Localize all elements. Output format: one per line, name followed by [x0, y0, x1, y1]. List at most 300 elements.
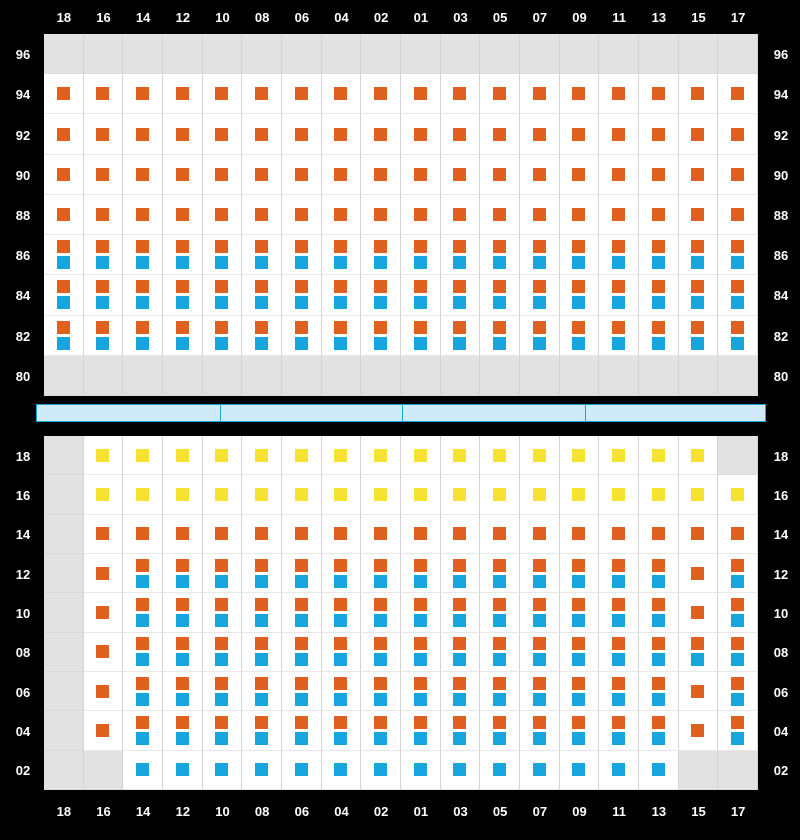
grid-cell[interactable] — [480, 475, 520, 514]
blue-marker[interactable] — [572, 763, 585, 776]
orange-marker[interactable] — [215, 527, 228, 540]
orange-marker[interactable] — [691, 128, 704, 141]
orange-marker[interactable] — [572, 128, 585, 141]
grid-cell[interactable] — [401, 554, 441, 593]
grid-cell[interactable] — [480, 711, 520, 750]
grid-cell[interactable] — [361, 235, 401, 275]
yellow-marker[interactable] — [731, 488, 744, 501]
grid-cell[interactable] — [480, 114, 520, 154]
orange-marker[interactable] — [255, 716, 268, 729]
grid-cell[interactable] — [163, 751, 203, 790]
grid-cell[interactable] — [679, 436, 719, 475]
blue-marker[interactable] — [57, 256, 70, 269]
grid-cell[interactable] — [599, 515, 639, 554]
grid-cell[interactable] — [401, 475, 441, 514]
orange-marker[interactable] — [691, 168, 704, 181]
yellow-marker[interactable] — [255, 449, 268, 462]
grid-cell[interactable] — [84, 155, 124, 195]
grid-cell[interactable] — [639, 554, 679, 593]
blue-marker[interactable] — [374, 763, 387, 776]
orange-marker[interactable] — [691, 606, 704, 619]
grid-cell[interactable] — [639, 633, 679, 672]
blue-marker[interactable] — [374, 256, 387, 269]
grid-cell[interactable] — [322, 316, 362, 356]
yellow-marker[interactable] — [295, 488, 308, 501]
grid-cell[interactable] — [718, 672, 758, 711]
orange-marker[interactable] — [136, 87, 149, 100]
grid-cell[interactable] — [480, 515, 520, 554]
blue-marker[interactable] — [652, 653, 665, 666]
blue-marker[interactable] — [96, 337, 109, 350]
orange-marker[interactable] — [652, 716, 665, 729]
grid-cell[interactable] — [599, 475, 639, 514]
grid-cell[interactable] — [203, 356, 243, 396]
grid-cell[interactable] — [679, 235, 719, 275]
orange-marker[interactable] — [374, 637, 387, 650]
orange-marker[interactable] — [533, 527, 546, 540]
grid-cell[interactable] — [163, 235, 203, 275]
blue-marker[interactable] — [414, 337, 427, 350]
orange-marker[interactable] — [533, 208, 546, 221]
grid-cell[interactable] — [282, 711, 322, 750]
blue-marker[interactable] — [493, 296, 506, 309]
grid-cell[interactable] — [639, 751, 679, 790]
grid-cell[interactable] — [322, 593, 362, 632]
orange-marker[interactable] — [96, 280, 109, 293]
blue-marker[interactable] — [612, 337, 625, 350]
grid-cell[interactable] — [679, 356, 719, 396]
grid-cell[interactable] — [679, 155, 719, 195]
orange-marker[interactable] — [136, 168, 149, 181]
blue-marker[interactable] — [414, 256, 427, 269]
grid-cell[interactable] — [679, 114, 719, 154]
grid-cell[interactable] — [401, 593, 441, 632]
orange-marker[interactable] — [334, 598, 347, 611]
grid-cell[interactable] — [163, 515, 203, 554]
blue-marker[interactable] — [215, 653, 228, 666]
orange-marker[interactable] — [493, 527, 506, 540]
blue-marker[interactable] — [453, 653, 466, 666]
grid-cell[interactable] — [520, 275, 560, 315]
grid-cell[interactable] — [163, 633, 203, 672]
grid-cell[interactable] — [560, 74, 600, 114]
orange-marker[interactable] — [96, 240, 109, 253]
orange-marker[interactable] — [572, 240, 585, 253]
orange-marker[interactable] — [572, 280, 585, 293]
grid-cell[interactable] — [322, 751, 362, 790]
grid-cell[interactable] — [599, 34, 639, 74]
grid-cell[interactable] — [401, 711, 441, 750]
orange-marker[interactable] — [215, 598, 228, 611]
orange-marker[interactable] — [453, 716, 466, 729]
grid-cell[interactable] — [361, 114, 401, 154]
yellow-marker[interactable] — [453, 449, 466, 462]
grid-cell[interactable] — [599, 114, 639, 154]
grid-cell[interactable] — [322, 475, 362, 514]
orange-marker[interactable] — [57, 168, 70, 181]
orange-marker[interactable] — [176, 87, 189, 100]
grid-cell[interactable] — [361, 155, 401, 195]
blue-marker[interactable] — [691, 296, 704, 309]
grid-cell[interactable] — [679, 515, 719, 554]
grid-cell[interactable] — [520, 633, 560, 672]
orange-marker[interactable] — [731, 208, 744, 221]
grid-cell[interactable] — [560, 356, 600, 396]
blue-marker[interactable] — [334, 732, 347, 745]
orange-marker[interactable] — [453, 208, 466, 221]
orange-marker[interactable] — [57, 321, 70, 334]
grid-cell[interactable] — [44, 515, 84, 554]
blue-marker[interactable] — [691, 337, 704, 350]
grid-cell[interactable] — [203, 475, 243, 514]
grid-cell[interactable] — [401, 316, 441, 356]
yellow-marker[interactable] — [691, 449, 704, 462]
grid-cell[interactable] — [322, 436, 362, 475]
grid-cell[interactable] — [718, 34, 758, 74]
grid-cell[interactable] — [282, 593, 322, 632]
grid-cell[interactable] — [242, 593, 282, 632]
orange-marker[interactable] — [334, 87, 347, 100]
orange-marker[interactable] — [295, 321, 308, 334]
orange-marker[interactable] — [691, 321, 704, 334]
grid-cell[interactable] — [203, 554, 243, 593]
grid-cell[interactable] — [441, 275, 481, 315]
grid-cell[interactable] — [560, 554, 600, 593]
orange-marker[interactable] — [612, 598, 625, 611]
blue-marker[interactable] — [136, 614, 149, 627]
orange-marker[interactable] — [334, 168, 347, 181]
blue-marker[interactable] — [493, 614, 506, 627]
orange-marker[interactable] — [652, 598, 665, 611]
blue-marker[interactable] — [215, 296, 228, 309]
grid-cell[interactable] — [282, 316, 322, 356]
grid-cell[interactable] — [639, 114, 679, 154]
blue-marker[interactable] — [334, 763, 347, 776]
grid-cell[interactable] — [84, 711, 124, 750]
grid-cell[interactable] — [242, 155, 282, 195]
blue-marker[interactable] — [295, 732, 308, 745]
grid-cell[interactable] — [679, 316, 719, 356]
blue-marker[interactable] — [731, 256, 744, 269]
blue-marker[interactable] — [572, 732, 585, 745]
orange-marker[interactable] — [572, 87, 585, 100]
grid-cell[interactable] — [84, 195, 124, 235]
grid-cell[interactable] — [639, 316, 679, 356]
blue-marker[interactable] — [295, 693, 308, 706]
grid-cell[interactable] — [282, 195, 322, 235]
grid-cell[interactable] — [401, 672, 441, 711]
blue-marker[interactable] — [572, 256, 585, 269]
grid-cell[interactable] — [123, 633, 163, 672]
blue-marker[interactable] — [334, 614, 347, 627]
orange-marker[interactable] — [374, 87, 387, 100]
grid-cell[interactable] — [322, 275, 362, 315]
grid-cell[interactable] — [322, 711, 362, 750]
blue-marker[interactable] — [255, 732, 268, 745]
yellow-marker[interactable] — [414, 449, 427, 462]
orange-marker[interactable] — [414, 716, 427, 729]
orange-marker[interactable] — [215, 677, 228, 690]
orange-marker[interactable] — [136, 240, 149, 253]
blue-marker[interactable] — [374, 296, 387, 309]
grid-cell[interactable] — [282, 34, 322, 74]
grid-cell[interactable] — [599, 751, 639, 790]
grid-cell[interactable] — [322, 74, 362, 114]
orange-marker[interactable] — [374, 716, 387, 729]
blue-marker[interactable] — [176, 256, 189, 269]
blue-marker[interactable] — [255, 653, 268, 666]
grid-cell[interactable] — [203, 235, 243, 275]
orange-marker[interactable] — [533, 280, 546, 293]
grid-cell[interactable] — [84, 475, 124, 514]
blue-marker[interactable] — [295, 653, 308, 666]
orange-marker[interactable] — [255, 559, 268, 572]
orange-marker[interactable] — [96, 645, 109, 658]
orange-marker[interactable] — [176, 240, 189, 253]
grid-cell[interactable] — [282, 114, 322, 154]
blue-marker[interactable] — [176, 337, 189, 350]
grid-cell[interactable] — [84, 515, 124, 554]
orange-marker[interactable] — [374, 168, 387, 181]
grid-cell[interactable] — [123, 751, 163, 790]
blue-marker[interactable] — [215, 575, 228, 588]
grid-cell[interactable] — [718, 275, 758, 315]
grid-cell[interactable] — [560, 751, 600, 790]
grid-cell[interactable] — [203, 711, 243, 750]
orange-marker[interactable] — [612, 527, 625, 540]
grid-cell[interactable] — [84, 74, 124, 114]
yellow-marker[interactable] — [136, 488, 149, 501]
grid-cell[interactable] — [599, 74, 639, 114]
blue-marker[interactable] — [453, 575, 466, 588]
grid-cell[interactable] — [282, 515, 322, 554]
blue-marker[interactable] — [414, 653, 427, 666]
orange-marker[interactable] — [453, 321, 466, 334]
blue-marker[interactable] — [493, 575, 506, 588]
grid-cell[interactable] — [401, 34, 441, 74]
orange-marker[interactable] — [493, 128, 506, 141]
orange-marker[interactable] — [374, 321, 387, 334]
orange-marker[interactable] — [414, 527, 427, 540]
grid-cell[interactable] — [123, 475, 163, 514]
blue-marker[interactable] — [176, 575, 189, 588]
yellow-marker[interactable] — [374, 449, 387, 462]
blue-marker[interactable] — [334, 653, 347, 666]
orange-marker[interactable] — [731, 527, 744, 540]
grid-cell[interactable] — [361, 195, 401, 235]
blue-marker[interactable] — [176, 693, 189, 706]
grid-cell[interactable] — [282, 554, 322, 593]
grid-cell[interactable] — [520, 235, 560, 275]
grid-cell[interactable] — [679, 711, 719, 750]
grid-cell[interactable] — [163, 34, 203, 74]
orange-marker[interactable] — [414, 321, 427, 334]
grid-cell[interactable] — [322, 633, 362, 672]
grid-cell[interactable] — [242, 475, 282, 514]
blue-marker[interactable] — [731, 653, 744, 666]
grid-cell[interactable] — [84, 356, 124, 396]
orange-marker[interactable] — [176, 128, 189, 141]
grid-cell[interactable] — [44, 593, 84, 632]
orange-marker[interactable] — [612, 559, 625, 572]
grid-cell[interactable] — [639, 74, 679, 114]
grid-cell[interactable] — [123, 316, 163, 356]
orange-marker[interactable] — [334, 677, 347, 690]
yellow-marker[interactable] — [612, 449, 625, 462]
orange-marker[interactable] — [612, 208, 625, 221]
orange-marker[interactable] — [176, 168, 189, 181]
orange-marker[interactable] — [652, 559, 665, 572]
orange-marker[interactable] — [215, 280, 228, 293]
grid-cell[interactable] — [44, 751, 84, 790]
orange-marker[interactable] — [414, 677, 427, 690]
orange-marker[interactable] — [215, 208, 228, 221]
grid-cell[interactable] — [163, 436, 203, 475]
orange-marker[interactable] — [295, 128, 308, 141]
orange-marker[interactable] — [255, 321, 268, 334]
grid-cell[interactable] — [480, 554, 520, 593]
orange-marker[interactable] — [572, 559, 585, 572]
grid-cell[interactable] — [520, 554, 560, 593]
grid-cell[interactable] — [401, 235, 441, 275]
orange-marker[interactable] — [572, 637, 585, 650]
blue-marker[interactable] — [453, 763, 466, 776]
blue-marker[interactable] — [493, 693, 506, 706]
orange-marker[interactable] — [612, 716, 625, 729]
grid-cell[interactable] — [322, 155, 362, 195]
orange-marker[interactable] — [334, 208, 347, 221]
blue-marker[interactable] — [493, 256, 506, 269]
orange-marker[interactable] — [691, 527, 704, 540]
grid-cell[interactable] — [84, 436, 124, 475]
grid-cell[interactable] — [163, 475, 203, 514]
yellow-marker[interactable] — [215, 449, 228, 462]
grid-cell[interactable] — [242, 515, 282, 554]
orange-marker[interactable] — [652, 87, 665, 100]
blue-marker[interactable] — [414, 693, 427, 706]
grid-cell[interactable] — [520, 672, 560, 711]
grid-cell[interactable] — [361, 633, 401, 672]
orange-marker[interactable] — [255, 280, 268, 293]
grid-cell[interactable] — [84, 633, 124, 672]
orange-marker[interactable] — [691, 208, 704, 221]
grid-cell[interactable] — [242, 195, 282, 235]
orange-marker[interactable] — [731, 321, 744, 334]
grid-cell[interactable] — [242, 711, 282, 750]
grid-cell[interactable] — [163, 195, 203, 235]
blue-marker[interactable] — [652, 256, 665, 269]
orange-marker[interactable] — [691, 240, 704, 253]
grid-cell[interactable] — [679, 275, 719, 315]
grid-cell[interactable] — [401, 515, 441, 554]
blue-marker[interactable] — [255, 337, 268, 350]
grid-cell[interactable] — [44, 74, 84, 114]
grid-cell[interactable] — [560, 114, 600, 154]
blue-marker[interactable] — [572, 337, 585, 350]
blue-marker[interactable] — [612, 693, 625, 706]
grid-cell[interactable] — [44, 275, 84, 315]
grid-cell[interactable] — [480, 275, 520, 315]
orange-marker[interactable] — [652, 677, 665, 690]
orange-marker[interactable] — [295, 240, 308, 253]
grid-cell[interactable] — [282, 436, 322, 475]
orange-marker[interactable] — [295, 87, 308, 100]
grid-cell[interactable] — [441, 515, 481, 554]
orange-marker[interactable] — [374, 240, 387, 253]
grid-cell[interactable] — [560, 515, 600, 554]
blue-marker[interactable] — [255, 256, 268, 269]
grid-cell[interactable] — [123, 672, 163, 711]
blue-marker[interactable] — [691, 256, 704, 269]
grid-cell[interactable] — [679, 74, 719, 114]
grid-cell[interactable] — [599, 316, 639, 356]
grid-cell[interactable] — [84, 275, 124, 315]
yellow-marker[interactable] — [453, 488, 466, 501]
blue-marker[interactable] — [533, 296, 546, 309]
grid-cell[interactable] — [401, 751, 441, 790]
grid-cell[interactable] — [203, 751, 243, 790]
blue-marker[interactable] — [374, 732, 387, 745]
blue-marker[interactable] — [414, 763, 427, 776]
blue-marker[interactable] — [453, 693, 466, 706]
orange-marker[interactable] — [136, 527, 149, 540]
orange-marker[interactable] — [414, 598, 427, 611]
grid-cell[interactable] — [401, 155, 441, 195]
blue-marker[interactable] — [414, 575, 427, 588]
grid-cell[interactable] — [480, 751, 520, 790]
grid-cell[interactable] — [322, 235, 362, 275]
grid-cell[interactable] — [560, 672, 600, 711]
grid-cell[interactable] — [123, 275, 163, 315]
orange-marker[interactable] — [533, 716, 546, 729]
grid-cell[interactable] — [203, 633, 243, 672]
grid-cell[interactable] — [163, 554, 203, 593]
yellow-marker[interactable] — [295, 449, 308, 462]
orange-marker[interactable] — [453, 637, 466, 650]
grid-cell[interactable] — [560, 235, 600, 275]
grid-cell[interactable] — [282, 751, 322, 790]
blue-marker[interactable] — [533, 614, 546, 627]
blue-marker[interactable] — [334, 575, 347, 588]
orange-marker[interactable] — [414, 559, 427, 572]
blue-marker[interactable] — [533, 763, 546, 776]
orange-marker[interactable] — [652, 637, 665, 650]
yellow-marker[interactable] — [612, 488, 625, 501]
blue-marker[interactable] — [731, 575, 744, 588]
orange-marker[interactable] — [295, 559, 308, 572]
orange-marker[interactable] — [96, 567, 109, 580]
grid-cell[interactable] — [639, 515, 679, 554]
grid-cell[interactable] — [401, 114, 441, 154]
orange-marker[interactable] — [691, 637, 704, 650]
orange-marker[interactable] — [652, 128, 665, 141]
blue-marker[interactable] — [136, 693, 149, 706]
orange-marker[interactable] — [493, 87, 506, 100]
grid-cell[interactable] — [163, 316, 203, 356]
blue-marker[interactable] — [493, 337, 506, 350]
grid-cell[interactable] — [163, 74, 203, 114]
blue-marker[interactable] — [255, 614, 268, 627]
yellow-marker[interactable] — [176, 488, 189, 501]
orange-marker[interactable] — [612, 280, 625, 293]
orange-marker[interactable] — [255, 598, 268, 611]
orange-marker[interactable] — [255, 87, 268, 100]
grid-cell[interactable] — [242, 554, 282, 593]
grid-cell[interactable] — [718, 475, 758, 514]
blue-marker[interactable] — [453, 614, 466, 627]
orange-marker[interactable] — [334, 527, 347, 540]
grid-cell[interactable] — [560, 593, 600, 632]
